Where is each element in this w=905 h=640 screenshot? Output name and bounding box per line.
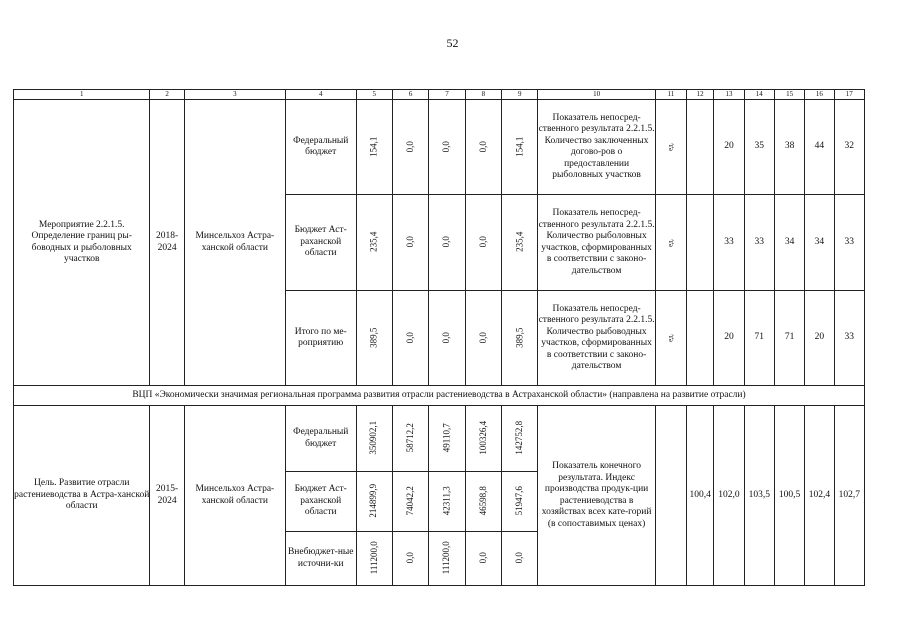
target-cell xyxy=(687,100,714,195)
col-number: 3 xyxy=(184,90,285,100)
target-cell: 103,5 xyxy=(744,406,774,586)
value-cell: 0,0 xyxy=(502,532,538,586)
program-row xyxy=(14,386,865,406)
col-number: 16 xyxy=(805,90,834,100)
value-cell: 0,0 xyxy=(392,195,428,291)
page-number: 52 xyxy=(446,36,459,50)
col-number: 1 xyxy=(14,90,150,100)
funding-source: Итого по ме-роприятию xyxy=(285,291,356,386)
col-number: 7 xyxy=(429,90,465,100)
indicator-text: Показатель конечного результата. Индекс производства продук-ции растениеводства в хозяйствах всех кате-горий (в сопоставимых ценах) xyxy=(538,406,655,586)
value-cell: 58712,2 xyxy=(392,406,428,472)
table-row xyxy=(14,406,865,472)
value-cell: 235,4 xyxy=(356,195,392,291)
unit-cell: ед. xyxy=(655,291,686,386)
col-number: 14 xyxy=(744,90,774,100)
target-cell: 20 xyxy=(805,291,834,386)
indicator-text: Показатель непосред-ственного результата 2.2.1.5. Количество рыболовных участков, сформированных в соответствии с законо-дательством xyxy=(538,195,655,291)
target-cell: 102,7 xyxy=(834,406,864,586)
col-number: 17 xyxy=(834,90,864,100)
col-number: 9 xyxy=(502,90,538,100)
funding-source: Бюджет Аст-раханской области xyxy=(285,195,356,291)
program-title: ВЦП «Экономически значимая региональная программа развития отрасли растениеводства в Астраханской области» (направлена на развитие отрасли) xyxy=(14,386,865,406)
funding-source: Внебюджет-ные источни-ки xyxy=(285,532,356,586)
col-number: 5 xyxy=(356,90,392,100)
indicator-text: Показатель непосред-ственного результата 2.2.1.5. Количество заключенных догово-ров о предоставлении рыболовных участков xyxy=(538,100,655,195)
funding-source: Бюджет Аст-раханской области xyxy=(285,472,356,532)
value-cell: 142752,8 xyxy=(502,406,538,472)
value-cell: 235,4 xyxy=(502,195,538,291)
unit-cell xyxy=(655,406,686,586)
value-cell: 389,5 xyxy=(356,291,392,386)
target-cell xyxy=(687,195,714,291)
col-number: 10 xyxy=(538,90,655,100)
column-number-row xyxy=(14,90,865,100)
value-cell: 350902,1 xyxy=(356,406,392,472)
value-cell: 46598,8 xyxy=(465,472,501,532)
target-cell: 33 xyxy=(714,195,744,291)
funding-source: Федеральный бюджет xyxy=(285,100,356,195)
value-cell: 51947,6 xyxy=(502,472,538,532)
table-row xyxy=(14,100,865,195)
goal-executor: Минсельхоз Астра-ханской области xyxy=(184,406,285,586)
goal-name: Цель. Развитие отрасли растениеводства в Астра-ханской области xyxy=(14,406,150,586)
target-cell: 20 xyxy=(714,291,744,386)
target-cell: 33 xyxy=(744,195,774,291)
value-cell: 74042,2 xyxy=(392,472,428,532)
measure-executor: Минсельхоз Астра-ханской области xyxy=(184,100,285,386)
col-number: 11 xyxy=(655,90,686,100)
target-cell: 20 xyxy=(714,100,744,195)
value-cell: 0,0 xyxy=(429,195,465,291)
unit-cell: ед. xyxy=(655,195,686,291)
value-cell: 0,0 xyxy=(429,291,465,386)
value-cell: 389,5 xyxy=(502,291,538,386)
value-cell: 0,0 xyxy=(465,532,501,586)
measure-period: 2018-2024 xyxy=(150,100,184,386)
target-cell: 102,0 xyxy=(714,406,744,586)
target-cell: 34 xyxy=(805,195,834,291)
value-cell: 0,0 xyxy=(392,532,428,586)
value-cell: 214899,9 xyxy=(356,472,392,532)
target-cell: 102,4 xyxy=(805,406,834,586)
indicator-text: Показатель непосред-ственного результата 2.2.1.5. Количество рыбоводных участков, сформированных в соответствии с законо-дательством xyxy=(538,291,655,386)
target-cell xyxy=(687,291,714,386)
col-number: 6 xyxy=(392,90,428,100)
value-cell: 0,0 xyxy=(465,291,501,386)
measure-name: Мероприятие 2.2.1.5. Определение границ ры-боводных и рыболовных участков xyxy=(14,100,150,386)
target-cell: 34 xyxy=(774,195,804,291)
value-cell: 154,1 xyxy=(502,100,538,195)
col-number: 2 xyxy=(150,90,184,100)
target-cell: 71 xyxy=(774,291,804,386)
funding-source: Федеральный бюджет xyxy=(285,406,356,472)
value-cell: 42311,3 xyxy=(429,472,465,532)
target-cell: 33 xyxy=(834,195,864,291)
target-cell: 71 xyxy=(744,291,774,386)
target-cell: 32 xyxy=(834,100,864,195)
goal-period: 2015-2024 xyxy=(150,406,184,586)
value-cell: 0,0 xyxy=(465,195,501,291)
col-number: 12 xyxy=(687,90,714,100)
target-cell: 100,5 xyxy=(774,406,804,586)
target-cell: 100,4 xyxy=(687,406,714,586)
target-cell: 38 xyxy=(774,100,804,195)
budget-table xyxy=(13,89,865,586)
value-cell: 49110,7 xyxy=(429,406,465,472)
value-cell: 111200,0 xyxy=(356,532,392,586)
value-cell: 0,0 xyxy=(392,100,428,195)
value-cell: 0,0 xyxy=(429,100,465,195)
value-cell: 0,0 xyxy=(392,291,428,386)
target-cell: 35 xyxy=(744,100,774,195)
value-cell: 111200,0 xyxy=(429,532,465,586)
value-cell: 100326,4 xyxy=(465,406,501,472)
col-number: 13 xyxy=(714,90,744,100)
unit-cell: ед. xyxy=(655,100,686,195)
value-cell: 154,1 xyxy=(356,100,392,195)
target-cell: 44 xyxy=(805,100,834,195)
col-number: 8 xyxy=(465,90,501,100)
col-number: 4 xyxy=(285,90,356,100)
value-cell: 0,0 xyxy=(465,100,501,195)
target-cell: 33 xyxy=(834,291,864,386)
col-number: 15 xyxy=(774,90,804,100)
